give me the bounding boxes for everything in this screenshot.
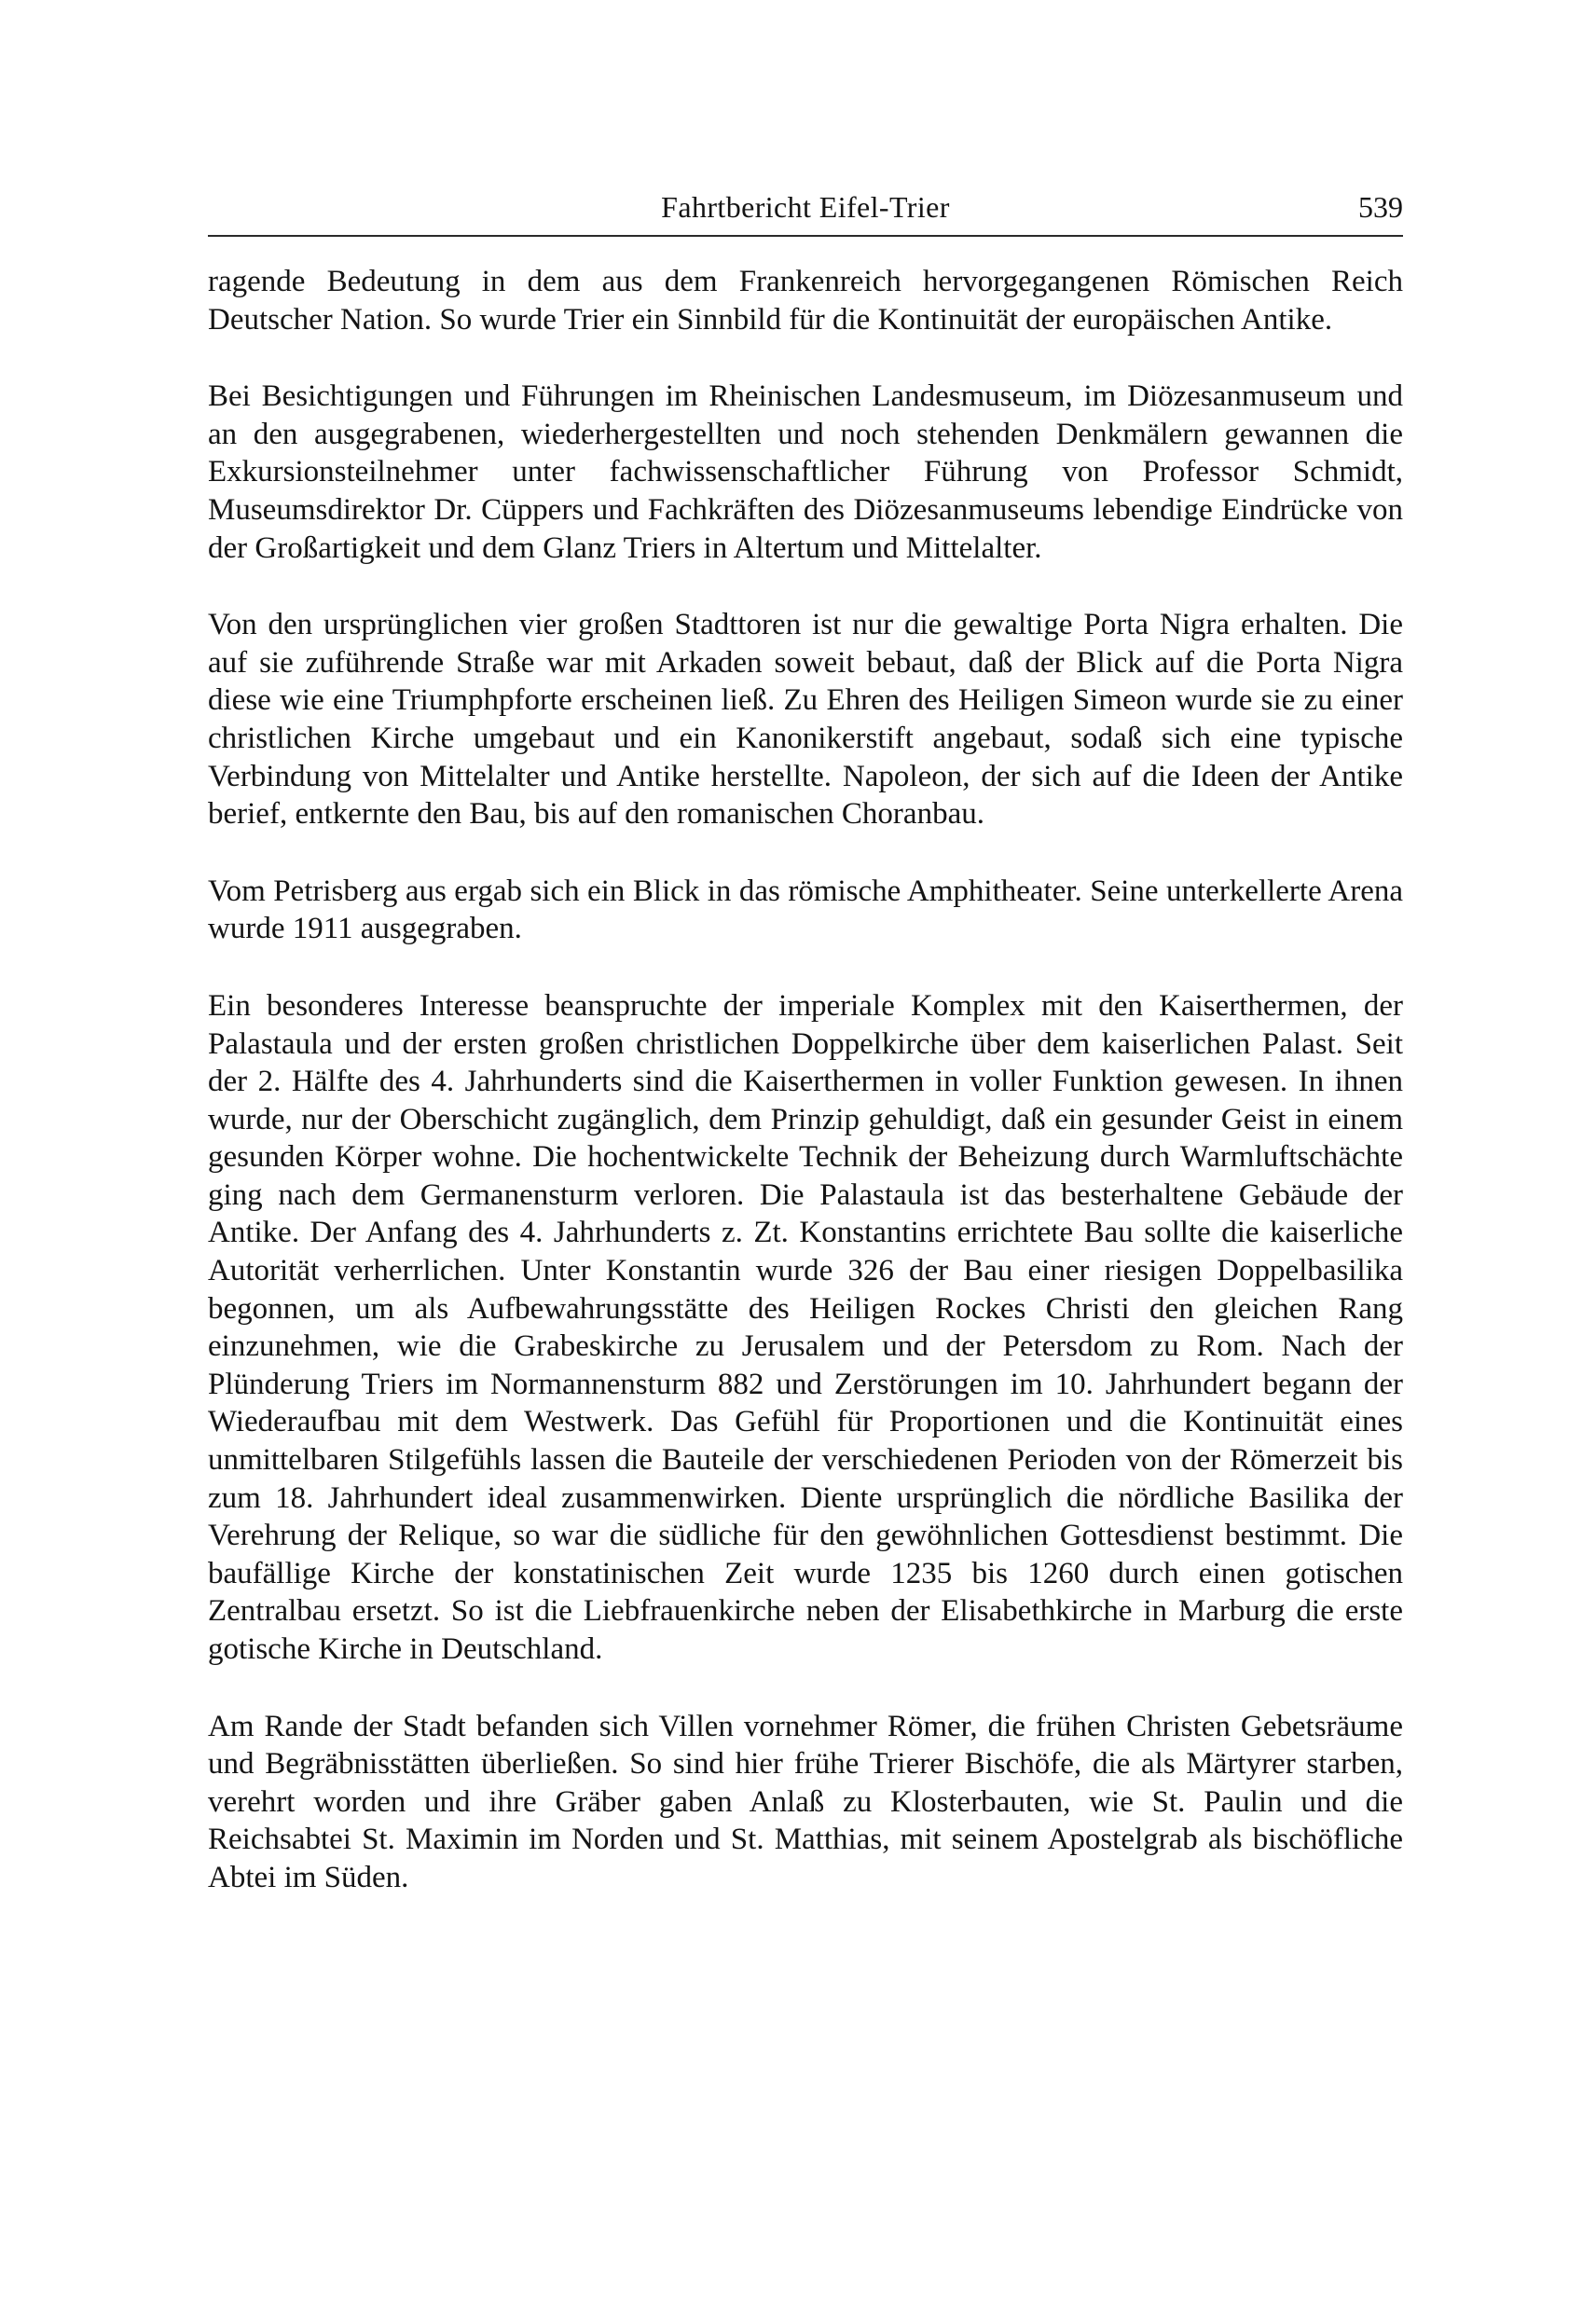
paragraph-4: Vom Petrisberg aus ergab sich ein Blick in das römische Amphitheater. Seine unterkellerte Arena wurde 1911 ausgegraben. [208,874,1403,946]
paragraph-5: Ein besonderes Interesse beanspruchte der imperiale Komplex mit den Kaiserthermen, der Palastaula und der ersten großen christlichen Doppelkirche über dem kaiserlichen Palast. Seit der 2. Hälfte des 4. Jahrhunderts sind die Kaiserthermen in voller Funktion gewesen. In ihnen wurde, nur der Oberschicht zugänglich, dem Prinzip gehuldigt, daß ein gesunder Geist in einem gesunden Körper wohne. Die hochentwickelte Technik der Beheizung durch Warmluftschächte ging nach dem Germanensturm verloren. Die Palastaula ist das besterhaltene Gebäude der Antike. Der Anfang des 4. Jahrhunderts z. Zt. Konstantins errichtete Bau sollte die kaiserliche Autorität verherrlichen. Unter Konstantin wurde 326 der Bau einer riesigen Doppelbasilika begonnen, um als Aufbewahrungsstätte des Heiligen Rockes Christi den gleichen Rang einzunehmen, wie die Grabeskirche zu Jerusalem und der Petersdom zu Rom. Nach der Plünderung Triers im Normannensturm 882 und Zerstörungen im 10. Jahrhundert begann der Wiederaufbau mit dem Westwerk. Das Gefühl für Proportionen und die Kontinuität eines unmittelbaren Stilgefühls lassen die Bauteile der verschiedenen Perioden von der Römerzeit bis zum 18. Jahrhundert ideal zusammenwirken. Diente ursprünglich die nördliche Basilika der Verehrung der Relique, so war die südliche für den gewöhnlichen Gottesdienst bestimmt. Die baufällige Kirche der konstatinischen Zeit wurde 1235 bis 1260 durch einen gotischen Zentralbau ersetzt. So ist die Liebfrauenkirche neben der Elisabethkirche in Marburg die erste gotische Kirche in Deutschland. [208,988,1403,1666]
paragraph-3: Von den ursprünglichen vier großen Stadttoren ist nur die gewaltige Porta Nigra erhalten. Die auf sie zuführende Straße war mit Arkaden soweit bebaut, daß der Blick auf die Porta Nigra diese wie eine Triumphpforte erscheinen ließ. Zu Ehren des Heiligen Simeon wurde sie zu einer christlichen Kirche umgebaut und ein Kanonikerstift angebaut, sodaß sich eine typische Verbindung von Mittelalter und Antike herstellte. Napoleon, der sich auf die Ideen der Antike berief, entkernte den Bau, bis auf den romanischen Choranbau. [208,608,1403,832]
page-number: 539 [1358,190,1403,224]
running-title: Fahrtbericht Eifel-Trier [661,190,950,224]
body-text [208,263,1403,1897]
running-header [208,186,1403,237]
document-page [208,186,1403,1936]
paragraph-2: Bei Besichtigungen und Führungen im Rheinischen Landesmuseum, im Diözesanmuseum und an den ausgegrabenen, wiederhergestellten und noch stehenden Denkmälern gewannen die Exkursionsteilnehmer unter fachwissenschaftlicher Führung von Professor Schmidt, Museumsdirektor Dr. Cüppers und Fachkräften des Diözesanmuseums lebendige Eindrücke von der Großartigkeit und dem Glanz Triers in Altertum und Mittelalter. [208,379,1403,565]
paragraph-1: ragende Bedeutung in dem aus dem Frankenreich hervorgegangenen Römischen Reich Deutscher Nation. So wurde Trier ein Sinnbild für die Kontinuität der europäischen Antike. [208,265,1403,337]
paragraph-6: Am Rande der Stadt befanden sich Villen vornehmer Römer, die frühen Christen Gebetsräume und Begräbnisstätten überließen. So sind hier frühe Trierer Bischöfe, die als Märtyrer starben, verehrt worden und ihre Gräber gaben Anlaß zu Klosterbauten, wie St. Paulin und die Reichsabtei St. Maximin im Norden und St. Matthias, mit seinem Apostelgrab als bischöfliche Abtei im Süden. [208,1709,1403,1894]
